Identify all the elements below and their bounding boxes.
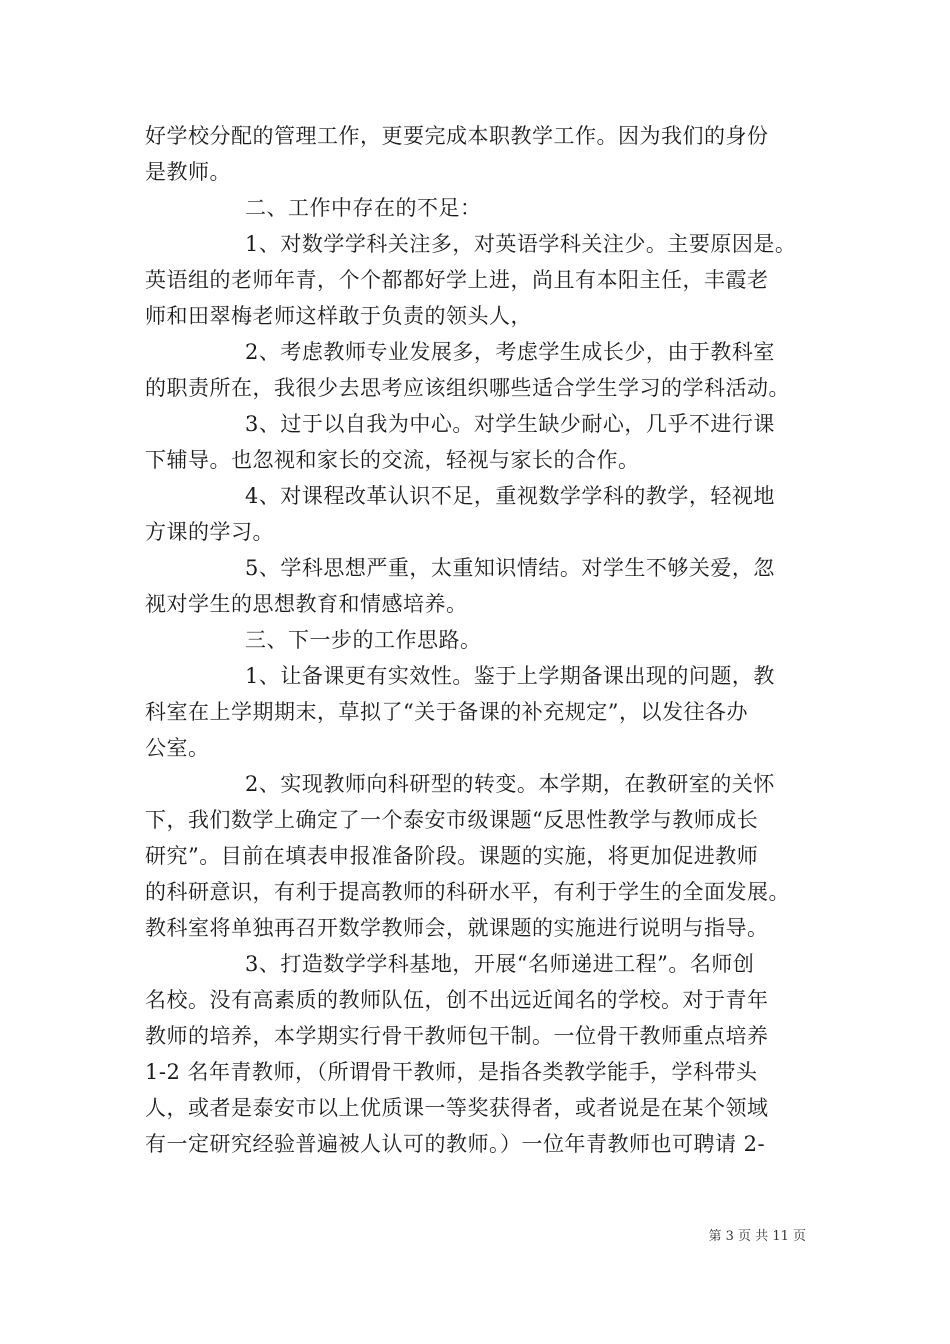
text-line: 师和田翠梅老师这样敢于负责的领头人， bbox=[145, 304, 532, 328]
text-line: 有一定研究经验普遍被人认可的教师。）一位年青教师也可聘请 2- bbox=[145, 1132, 766, 1156]
section-heading: 三、下一步的工作思路。 bbox=[245, 628, 482, 652]
text-line: 研究”。目前在填表申报准备阶段。课题的实施，将更加促进教师 bbox=[145, 844, 759, 868]
text-line: 名校。没有高素质的教师队伍，创不出远近闻名的学校。对于青年 bbox=[145, 988, 769, 1012]
text-line: 4、对课程改革认识不足，重视数学学科的教学，轻视地 bbox=[245, 484, 775, 508]
document-page bbox=[145, 118, 810, 1162]
text-line: 视对学生的思想教育和情感培养。 bbox=[145, 592, 468, 616]
section-heading: 二、工作中存在的不足： bbox=[245, 196, 482, 220]
page-number: 第 3 页 共 11 页 bbox=[708, 1229, 806, 1244]
text-line: 英语组的老师年青，个个都都好学上进，尚且有本阳主任，丰霞老 bbox=[145, 268, 769, 292]
text-line: 3、过于以自我为中心。对学生缺少耐心，几乎不进行课 bbox=[245, 412, 775, 436]
text-line: 下辅导。也忽视和家长的交流，轻视与家长的合作。 bbox=[145, 448, 640, 472]
text-line: 好学校分配的管理工作，更要完成本职教学工作。因为我们的身份 bbox=[145, 124, 769, 148]
text-line: 2、实现教师向科研型的转变。本学期，在教研室的关怀 bbox=[245, 772, 775, 796]
text-line: 人，或者是泰安市以上优质课一等奖获得者，或者说是在某个领域 bbox=[145, 1096, 769, 1120]
text-line: 教师的培养，本学期实行骨干教师包干制。一位骨干教师重点培养 bbox=[145, 1024, 769, 1048]
text-line: 1-2 名年青教师，（所谓骨干教师，是指各类教学能手，学科带头 bbox=[145, 1060, 758, 1084]
text-line: 公室。 bbox=[145, 736, 210, 760]
text-line: 1、让备课更有实效性。鉴于上学期备课出现的问题，教 bbox=[245, 664, 775, 688]
text-line: 1、对数学学科关注多，对英语学科关注少。主要原因是。 bbox=[245, 232, 797, 256]
text-line: 是教师。 bbox=[145, 160, 231, 184]
text-line: 的科研意识，有利于提高教师的科研水平，有利于学生的全面发展。 bbox=[145, 880, 790, 904]
text-line: 方课的学习。 bbox=[145, 520, 274, 544]
text-line: 的职责所在，我很少去思考应该组织哪些适合学生学习的学科活动。 bbox=[145, 376, 790, 400]
text-line: 教科室将单独再召开数学教师会，就课题的实施进行说明与指导。 bbox=[145, 916, 769, 940]
text-line: 下，我们数学上确定了一个泰安市级课题“反思性教学与教师成长 bbox=[145, 808, 759, 832]
text-line: 2、考虑教师专业发展多，考虑学生成长少，由于教科室 bbox=[245, 340, 775, 364]
text-line: 5、学科思想严重，太重知识情结。对学生不够关爱，忽 bbox=[245, 556, 775, 580]
text-line: 3、打造数学学科基地，开展“名师递进工程”。名师创 bbox=[245, 952, 755, 976]
text-line: 科室在上学期期末，草拟了“关于备课的补充规定”，以发往各办 bbox=[145, 700, 748, 724]
